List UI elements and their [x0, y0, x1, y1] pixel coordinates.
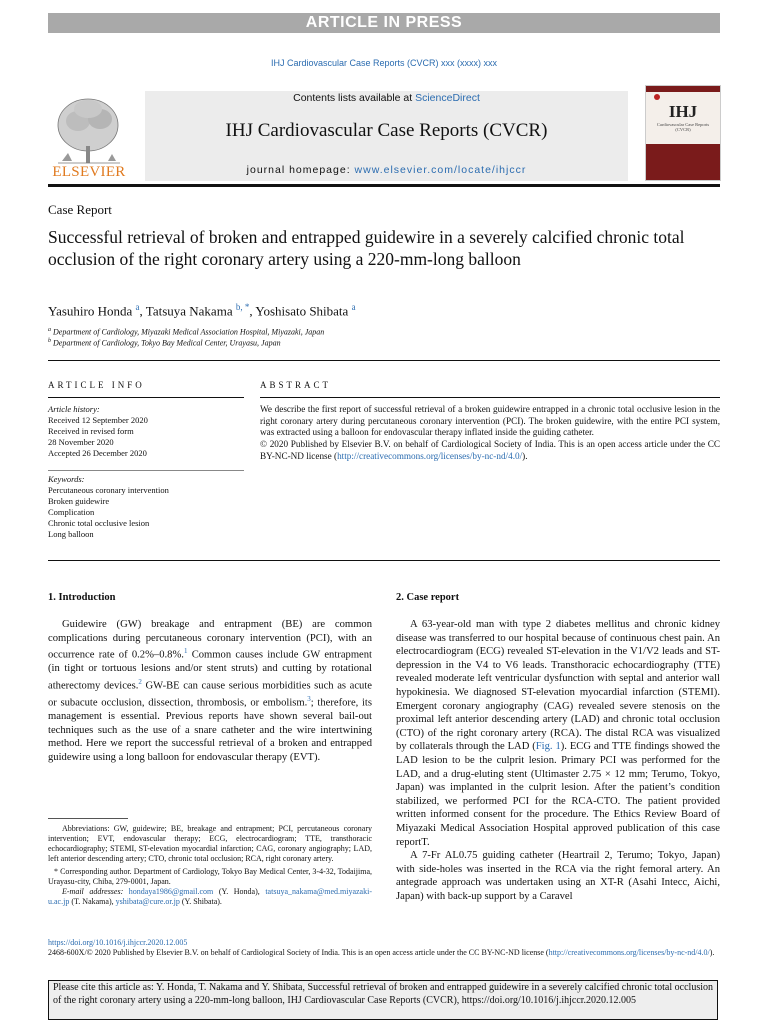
- issn-end: ).: [709, 948, 715, 957]
- article-type: Case Report: [48, 202, 112, 217]
- history-item: Received in revised form: [48, 426, 134, 436]
- license-link[interactable]: http://creativecommons.org/licenses/by-nc-nd/4.0/: [548, 948, 710, 957]
- journal-reference-link[interactable]: IHJ Cardiovascular Case Reports (CVCR) xxx (xxxx) xxx: [270, 58, 498, 68]
- email-link[interactable]: hondaya1986@gmail.com: [128, 887, 214, 896]
- header-divider: [48, 184, 720, 187]
- author-affiliation-link[interactable]: b, *: [235, 302, 250, 312]
- cover-emblem-icon: [654, 94, 660, 100]
- email-note: [48, 887, 372, 907]
- history-item: Accepted 26 December 2020: [48, 448, 147, 458]
- author-name: Yasuhiro Honda: [48, 303, 133, 319]
- abstract-bottom-divider: [48, 560, 720, 561]
- case-paragraph: [396, 618, 720, 849]
- affiliation-text: Department of Cardiology, Tokyo Bay Medical Center, Urayasu, Japan: [53, 338, 281, 348]
- keywords: [48, 474, 244, 540]
- elsevier-wordmark: ELSEVIER: [52, 164, 126, 180]
- cover-bottom-band: [646, 144, 720, 180]
- bottom-info: [48, 938, 720, 958]
- email-owner: (Y. Shibata).: [179, 897, 222, 906]
- homepage-prefix: journal homepage:: [246, 164, 355, 176]
- keyword: Broken guidewire: [48, 496, 110, 506]
- author-list: Yasuhiro Honda $^a$, Tatsuya Nakama $^{b, *}$, Yoshisato Shibata $^a$: [48, 302, 356, 319]
- elsevier-logo: [48, 91, 130, 181]
- contents-available: [145, 92, 628, 104]
- intro-body: [48, 618, 372, 765]
- case-text: ). ECG and TTE findings showed the LAD lesion to be the culprit lesion. Primary PCI was performed for the LAD, and a drug-eluting stent (Ultimaster 2.75 × 12 mm; Terumo, Tokyo, Japan) was implanted in the culprit lesion. After the patient’s condition stabilized, we performed PCI for the RCA-CTO. The patient provided written informed consent for the procedure. The Ethics Review Board of Miyazaki Medical Association Hospital approved publication of this case reportT.: [396, 741, 720, 848]
- case-heading: 2. Case report: [396, 592, 460, 603]
- journal-title: IHJ Cardiovascular Case Reports (CVCR): [225, 120, 548, 141]
- copyright-text: © 2020 Published by Elsevier B.V. on behalf of Cardiological Society of India. This is an open access article under the CC BY-NC-ND license (: [260, 439, 720, 461]
- intro-paragraph: [48, 618, 372, 765]
- author-name: Tatsuya Nakama: [145, 303, 233, 319]
- journal-homepage: [145, 164, 628, 176]
- affiliation-mark: b: [48, 338, 51, 344]
- intro-text: GW-BE can cause serious morbidities such as acute or subacute occlusion, dissection, thrombosis, or embolism.: [48, 680, 373, 709]
- doi-link[interactable]: https://doi.org/10.1016/j.ihjccr.2020.12.005: [48, 938, 188, 947]
- sciencedirect-link[interactable]: ScienceDirect: [415, 92, 480, 104]
- keywords-label: Keywords:: [48, 474, 85, 484]
- abbreviations-note: Abbreviations: GW, guidewire; BE, breakage and entrapment; PCI, percutaneous coronary intervention; EVT, endovascular therapy; ECG, electrocardiogram; TTE, transthoracic echocardiography; STEMI, ST-elevation myocardial infarction; CAG, coronary angiography; LAD, left anterior descending artery; CTO, chronic total occlusion; RCA, right coronary artery.: [48, 824, 372, 863]
- keyword: Percutaneous coronary intervention: [48, 485, 169, 495]
- keyword: Chronic total occlusive lesion: [48, 518, 150, 528]
- article-title: Successful retrieval of broken and entrapped guidewire in a severely calcified chronic total occlusion of the right coronary artery using a 220-mm-long balloon: [48, 227, 685, 269]
- author-affiliation-link[interactable]: a: [351, 302, 356, 312]
- intro-text: Common causes include GW entrapment (in tight or tortuous lesions and/or stent struts) and cutting by rotational atherectomy devices.: [48, 649, 373, 692]
- intro-text: ; therefore, its management is essential. Previous reports have shown several bail-out techniques such as the use of a snare catheter and the wire intertwining method. Here we report the successful retrieval of a broken and entrapped guidewire using a long balloon for endovascular therapy (EVT).: [48, 697, 373, 763]
- cover-top-band: [646, 86, 720, 92]
- history-item: Received 12 September 2020: [48, 415, 148, 425]
- footnotes: [48, 824, 372, 907]
- abstract-divider: [260, 397, 720, 398]
- affiliation-text: Department of Cardiology, Miyazaki Medical Association Hospital, Miyazaki, Japan: [53, 327, 325, 337]
- email-link[interactable]: yshibata@cure.or.jp: [115, 897, 180, 906]
- journal-cover-image: [645, 85, 721, 181]
- citation-link[interactable]: 1: [183, 647, 188, 656]
- cover-subtitle: Cardiovascular Case Reports (CVCR): [656, 122, 710, 132]
- case-paragraph: A 7-Fr AL0.75 guiding catheter (Heartrail 2, Terumo; Tokyo, Japan) with side-holes was inserted in the RCA via the right femoral artery. An antegrade approach was undertaken using an XT-R (Asahi Intecc, Aichi, Japan) with back-up support by a Caravel: [396, 850, 720, 902]
- affiliation-mark: a: [48, 327, 51, 333]
- abstract-body: [260, 404, 720, 463]
- intro-text: Guidewire (GW) breakage and entrapment (BE) are common complications during percutaneous coronary intervention (PCI), with an occurrence rate of 0.2%–0.8%.: [48, 619, 372, 661]
- article-info-divider: [48, 397, 244, 398]
- figure-link[interactable]: Fig. 1: [535, 741, 561, 753]
- issn-text: 2468-600X/© 2020 Published by Elsevier B.V. on behalf of Cardiological Society of India. This is an open access article under the CC BY-NC-ND license (: [48, 948, 549, 957]
- case-body: [396, 618, 720, 903]
- keyword: Long balloon: [48, 529, 94, 539]
- citation-box: Please cite this article as: Y. Honda, T. Nakama and Y. Shibata, Successful retrieval of broken and entrapped guidewire in a severely calcified chronic total occlusion of the right coronary artery using a 220-mm-long balloon, IHJ Cardiovascular Case Reports (CVCR), https://doi.org/10.1016/j.ihjccr.2020.12.005: [48, 980, 718, 1020]
- affiliation: [48, 327, 324, 337]
- history-label: Article history:: [48, 404, 100, 414]
- corresponding-author-note: * Corresponding author. Department of Cardiology, Tokyo Bay Medical Center, 3-4-32, Todaijima, Urayasu-city, Chiba, 279-0001, Japan.: [48, 867, 372, 886]
- email-label: E-mail addresses:: [62, 887, 129, 896]
- author-name: Yoshisato Shibata: [255, 303, 349, 319]
- article-info-label: ARTICLE INFO: [48, 380, 145, 390]
- email-owner: (T. Nakama),: [69, 897, 116, 906]
- article-history: [48, 404, 244, 459]
- cover-title: IHJ: [668, 102, 698, 121]
- article-in-press-banner: ARTICLE IN PRESS: [48, 13, 720, 33]
- contents-prefix: Contents lists available at: [293, 92, 416, 104]
- citation-link[interactable]: 2: [138, 677, 142, 686]
- abstract-copyright: [260, 439, 720, 462]
- homepage-link[interactable]: www.elsevier.com/locate/ihjccr: [354, 164, 527, 176]
- abstract-text: We describe the first report of successful retrieval of a broken guidewire entrapped in a chronic total occlusive lesion in the right coronary artery during percutaneous coronary intervention (PCI). The broken guidewire, with the entire PCI system, was extracted using a balloon for endovascular therapy inflated inside the guiding catheter.: [260, 404, 720, 438]
- license-link[interactable]: http://creativecommons.org/licenses/by-nc-nd/4.0/: [337, 450, 523, 461]
- affiliation: [48, 338, 281, 348]
- abstract-label: ABSTRACT: [260, 380, 332, 390]
- footnote-divider: [48, 818, 128, 819]
- email-owner: (Y. Honda),: [213, 887, 266, 896]
- copyright-end: ).: [522, 450, 528, 461]
- citation-link[interactable]: 3: [307, 695, 311, 704]
- history-item: 28 November 2020: [48, 437, 114, 447]
- section-divider: [48, 360, 720, 361]
- intro-heading: 1. Introduction: [48, 592, 116, 603]
- issn-line: [48, 948, 720, 958]
- keyword: Complication: [48, 507, 95, 517]
- email-link[interactable]: tatsuya_nakama@med.miyazaki-u.ac.jp: [48, 887, 372, 906]
- case-text: A 63-year-old man with type 2 diabetes mellitus and chronic kidney disease was transferred to our hospital because of continuous chest pain. An electrocardiogram (ECG) revealed ST-elevation in the V1/V2 leads and ST-depression in the V4 to V6 leads. Transthoracic echocardiography (TTE) revealed moderate left ventricular dysfunction with septal and anterior wall hypokinesia. We diagnosed ST-elevation myocardial infarction (STEMI). Emergent coronary angiography (CAG) revealed severe stenosis on the proximal left anterior descending artery (LAD) and chronic total occlusion (CTO) of the right coronary artery (RCA). The distal RCA was visualized by collaterals through the LAD (: [396, 619, 720, 753]
- author-affiliation-link[interactable]: a: [135, 302, 140, 312]
- keywords-divider: [48, 470, 244, 471]
